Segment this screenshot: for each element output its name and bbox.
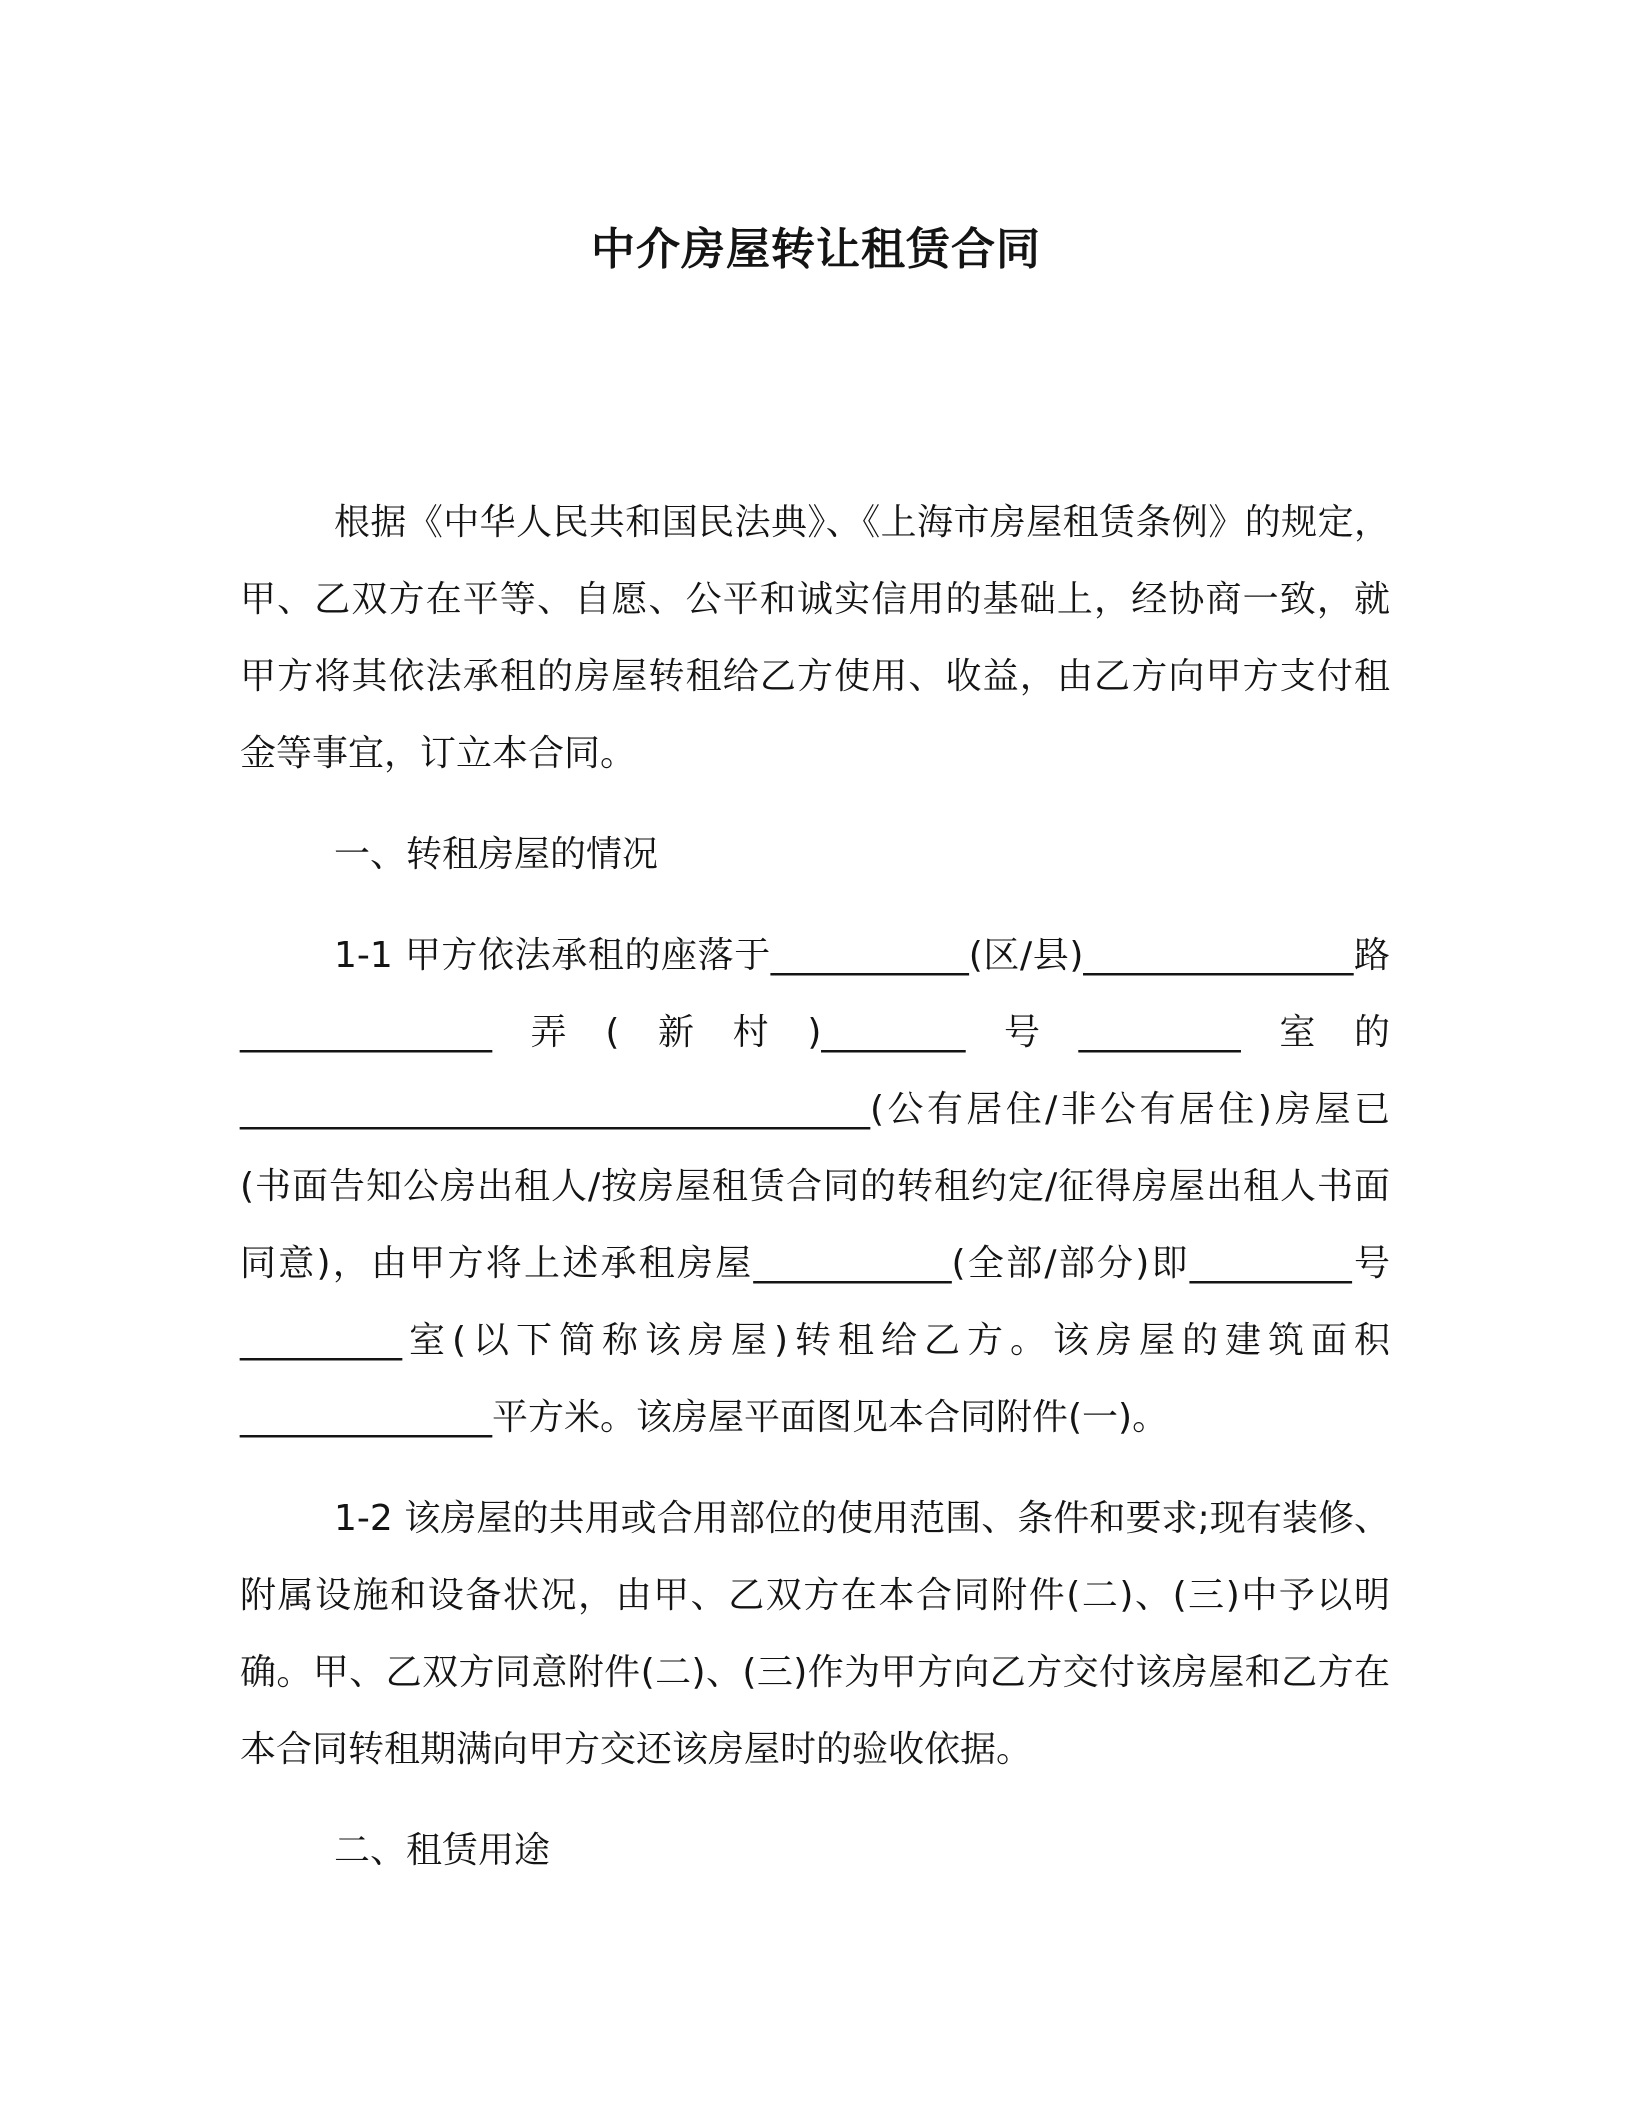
preamble-paragraph: 根据《中华人民共和国民法典》、《上海市房屋租赁条例》的规定，甲、乙双方在平等、自愿、公平和诚实信用的基础上，经协商一致，就甲方将其依法承租的房屋转租给乙方使用、收益，由乙方向甲方支付租金等事宜，订立本合同。 [240, 502, 1390, 774]
clause-1-2: 1-2 该房屋的共用或合用部位的使用范围、条件和要求;现有装修、附属设施和设备状况，由甲、乙双方在本合同附件(二)、(三)中予以明确。甲、乙双方同意附件(二)、(三)作为甲方向乙方交付该房屋和乙方在本合同转租期满向甲方交还该房屋时的验收依据。 [240, 1498, 1390, 1770]
document-body [240, 484, 1390, 1913]
section-heading-2: 二、租赁用途 [334, 1830, 551, 1871]
document-title: 中介房屋转让租赁合同 [591, 224, 1041, 275]
section-heading-1: 一、转租房屋的情况 [334, 834, 659, 875]
clause-1-1: 1-1 甲方依法承租的座落于___________(区/县)_______________路______________弄(新村)________号_________室的___________________________________(公有居住/非公有居住)房屋已(书面告知公房出租人/按房屋租赁合同的转租约定/征得房屋出租人书面同意)，由甲方将上述承租房屋___________(全部/部分)即_________号_________室(以下简称该房屋)转租给乙方。该房屋的建筑面积______________平方米。该房屋平面图见本合同附件(一)。 [240, 935, 1390, 1438]
